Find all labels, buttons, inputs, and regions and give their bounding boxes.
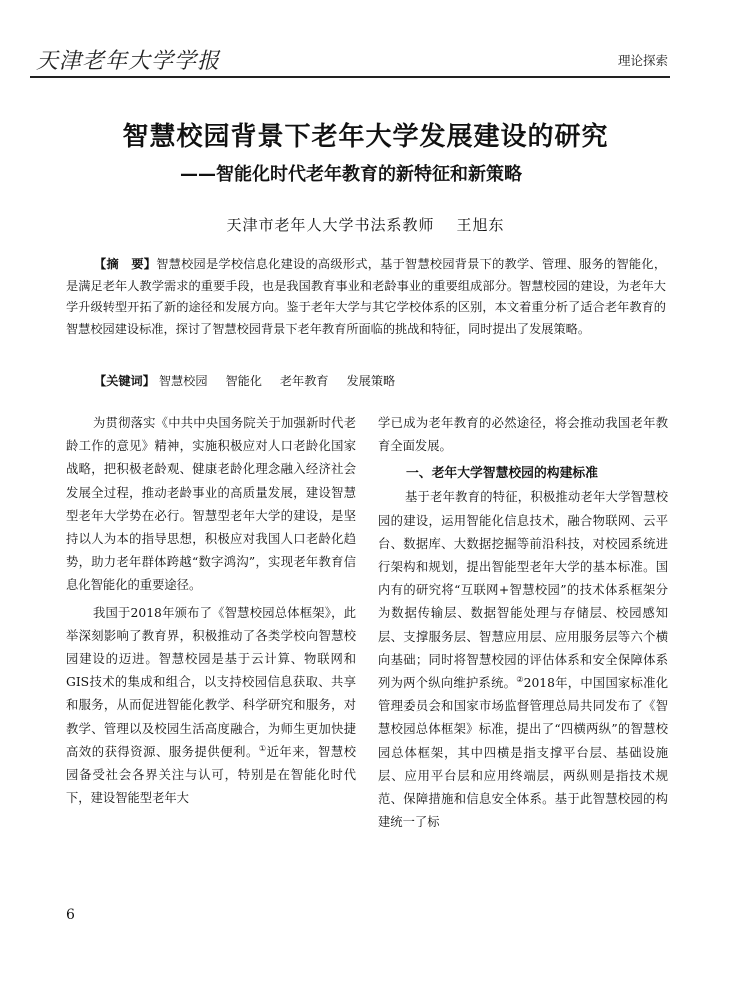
keyword: 老年教育	[279, 374, 329, 388]
body-text: 2018年，中国国家标准化管理委员会和国家市场监督管理总局共同发布了《智慧校园总体框架》标准，提出了“四横两纵”的智慧校园总体框架，其中四横是指支撑平台层、基础设施层、应用平台层和应用终端层，两纵则是指技术规范、保障措施和信息安全体系。基于此智慧校园的构建统一了标	[378, 676, 668, 830]
body-column-left	[66, 412, 356, 814]
article-subtitle: ——智能化时代老年教育的新特征和新策略	[180, 164, 522, 185]
abstract-text: 智慧校园是学校信息化建设的高级形式，基于智慧校园背景下的教学、管理、服务的智能化，是满足老年人教学需求的重要手段，也是我国教育事业和老龄事业的重要组成部分。智慧校园的建设，为老年大学升级转型开拓了新的途径和发展方向。鉴于老年大学与其它学校体系的区别，本文着重分析了适合老年教育的智慧校园建设标准，探讨了智慧校园背景下老年教育所面临的挑战和特征，同时提出了发展策略。	[66, 257, 667, 336]
header-rule	[30, 76, 670, 78]
author-name: 王旭东	[456, 216, 505, 234]
footnote-ref: ②	[516, 674, 524, 684]
section-label: 理论探索	[617, 53, 668, 68]
keyword: 智慧校园	[158, 374, 208, 388]
page-number: 6	[66, 907, 75, 923]
keywords-label: 【关键词】	[94, 374, 155, 388]
keyword: 发展策略	[346, 374, 396, 388]
abstract-label: 【摘 要】	[94, 257, 157, 271]
body-paragraph	[378, 486, 668, 834]
article-title: 智慧校园背景下老年大学发展建设的研究	[122, 122, 609, 152]
abstract	[66, 254, 666, 340]
body-text: 基于老年教育的特征，积极推动老年大学智慧校园的建设，运用智能化信息技术，融合物联网、云平台、数据库、大数据挖掘等前沿科技，对校园系统进行架构和规划，提出智能型老年大学的基本标准。国内有的研究将“互联网+智慧校园”的技术体系框架分为数据传输层、数据智能处理与存储层、校园感知层、支撑服务层、智慧应用层、应用服务层等六个横向基础；同时将智慧校园的评估体系和安全保障体系列为两个纵向维护系统。	[378, 490, 668, 691]
body-paragraph	[66, 602, 356, 811]
body-paragraph: 学已成为老年教育的必然途径，将会推动我国老年教育全面发展。	[378, 416, 668, 454]
author-affiliation: 天津市老年人大学书法系教师	[226, 216, 435, 234]
body-column-right	[378, 412, 668, 838]
footnote-ref: ①	[258, 743, 267, 753]
running-header	[36, 42, 668, 74]
author-line	[0, 214, 731, 235]
keywords	[94, 372, 409, 389]
body-text: 近年来，智慧校园备受社会各界关注与认可，特别是在智能化时代下，建设智能型老年大	[66, 744, 356, 806]
body-paragraph: 为贯彻落实《中共中央国务院关于加强新时代老龄工作的意见》精神，实施积极应对人口老龄化国家战略，把积极老龄观、健康老龄化理念融入经济社会发展全过程，推动老龄事业的高质量发展，建设智慧型老年大学势在必行。智慧型老年大学的建设，是坚持以人为本的指导思想，积极应对我国人口老龄化趋势，助力老年群体跨越“数字鸿沟”，实现老年教育信息化智能化的重要途径。	[66, 416, 356, 593]
body-text: 我国于2018年颁布了《智慧校园总体框架》，此举深刻影响了教育界，积极推动了各类学校向智慧校园建设的迈进。智慧校园是基于云计算、物联网和GIS技术的集成和组合，以支持校园信息获取、共享和服务，从而促进智能化教学、科学研究和服务，对教学、管理以及校园生活高度融合，为师生更加快捷高效的获得资源、服务提供便利。	[66, 605, 356, 759]
journal-name: 天津老年大学学报	[36, 49, 221, 74]
section-heading: 一、老年大学智慧校园的构建标准	[406, 466, 598, 482]
keyword: 智能化	[225, 374, 262, 388]
